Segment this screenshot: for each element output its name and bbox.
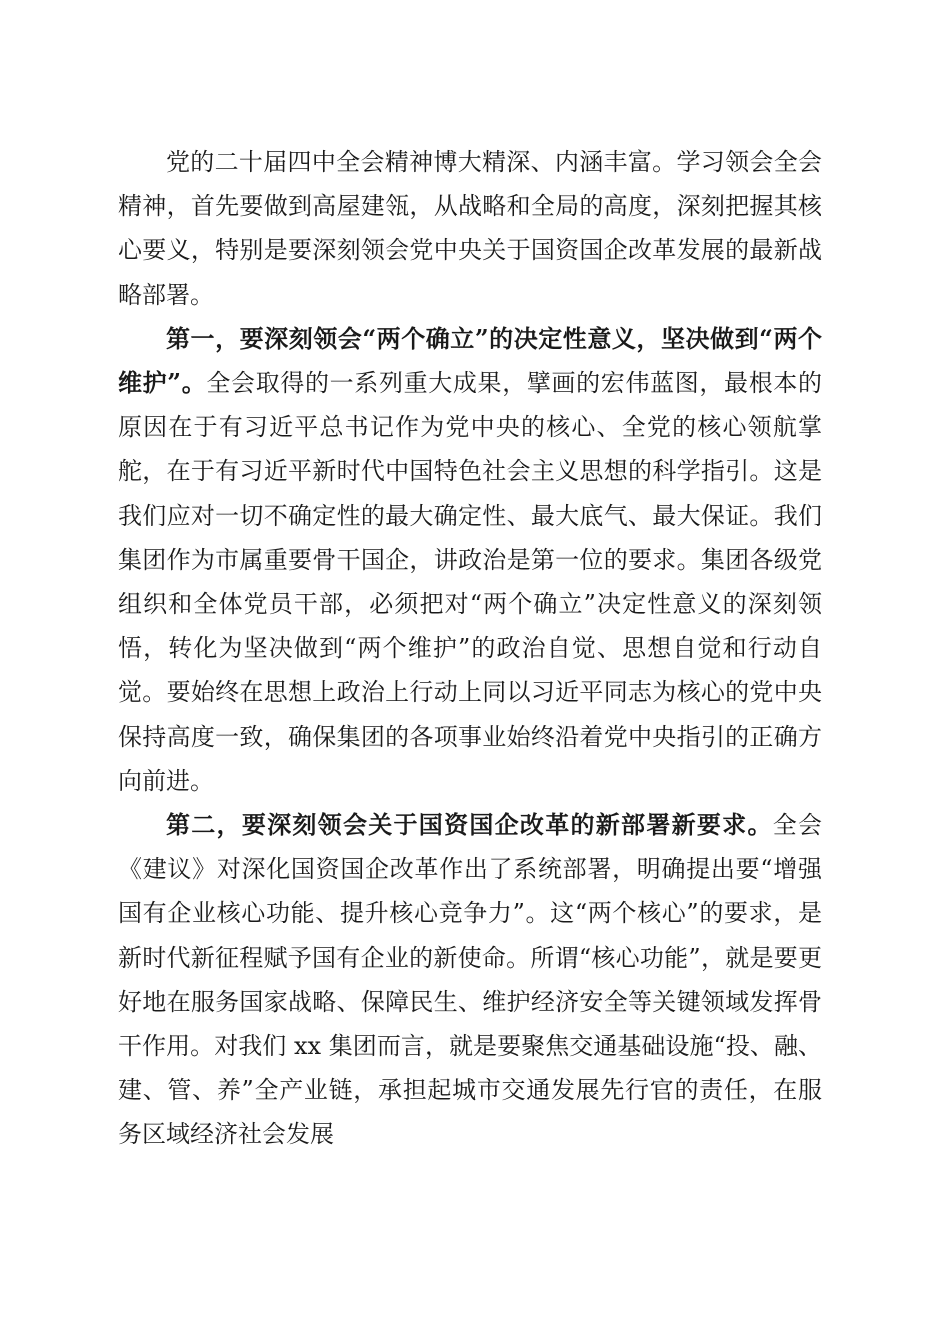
paragraph-1-text: 党的二十届四中全会精神博大精深、内涵丰富。学习领会全会精神，首先要做到高屋建瓴，从战略和全局的高度，深刻把握其核心要义，特别是要深刻领会党中央关于国资国企改革发展的最新战略部署。 — [118, 148, 822, 309]
paragraph-first-point — [118, 317, 822, 803]
document-body — [118, 140, 822, 1157]
paragraph-2-lead: 第一，要深刻领会“两个确立”的决定性意义，坚决做到“两个维护”。 — [118, 323, 822, 398]
paragraph-second-point — [118, 803, 822, 1157]
paragraph-3-lead: 第二，要深刻领会关于国资国企改革的新部署新要求。 — [166, 810, 773, 840]
paragraph-intro — [118, 140, 822, 317]
paragraph-3-text: 全会《建议》对深化国资国企改革作出了系统部署，明确提出要“增强国有企业核心功能、提升核心竞争力”。这“两个核心”的要求，是新时代新征程赋予国有企业的新使命。所谓“核心功能”，就是要更好地在服务国家战略、保障民生、维护经济安全等关键领域发挥骨干作用。对我们 xx 集团而言，就是要聚焦交通基础设施“投、融、建、管、养”全产业链，承担起城市交通发展先行官的责任，在服务区域经济社会发展 — [118, 811, 822, 1149]
paragraph-2-text: 全会取得的一系列重大成果，擘画的宏伟蓝图，最根本的原因在于有习近平总书记作为党中央的核心、全党的核心领航掌舵，在于有习近平新时代中国特色社会主义思想的科学指引。这是我们应对一切不确定性的最大确定性、最大底气、最大保证。我们集团作为市属重要骨干国企，讲政治是第一位的要求。集团各级党组织和全体党员干部，必须把对“两个确立”决定性意义的深刻领悟，转化为坚决做到“两个维护”的政治自觉、思想自觉和行动自觉。要始终在思想上政治上行动上同以习近平同志为核心的党中央保持高度一致，确保集团的各项事业始终沿着党中央指引的正确方向前进。 — [118, 369, 822, 795]
